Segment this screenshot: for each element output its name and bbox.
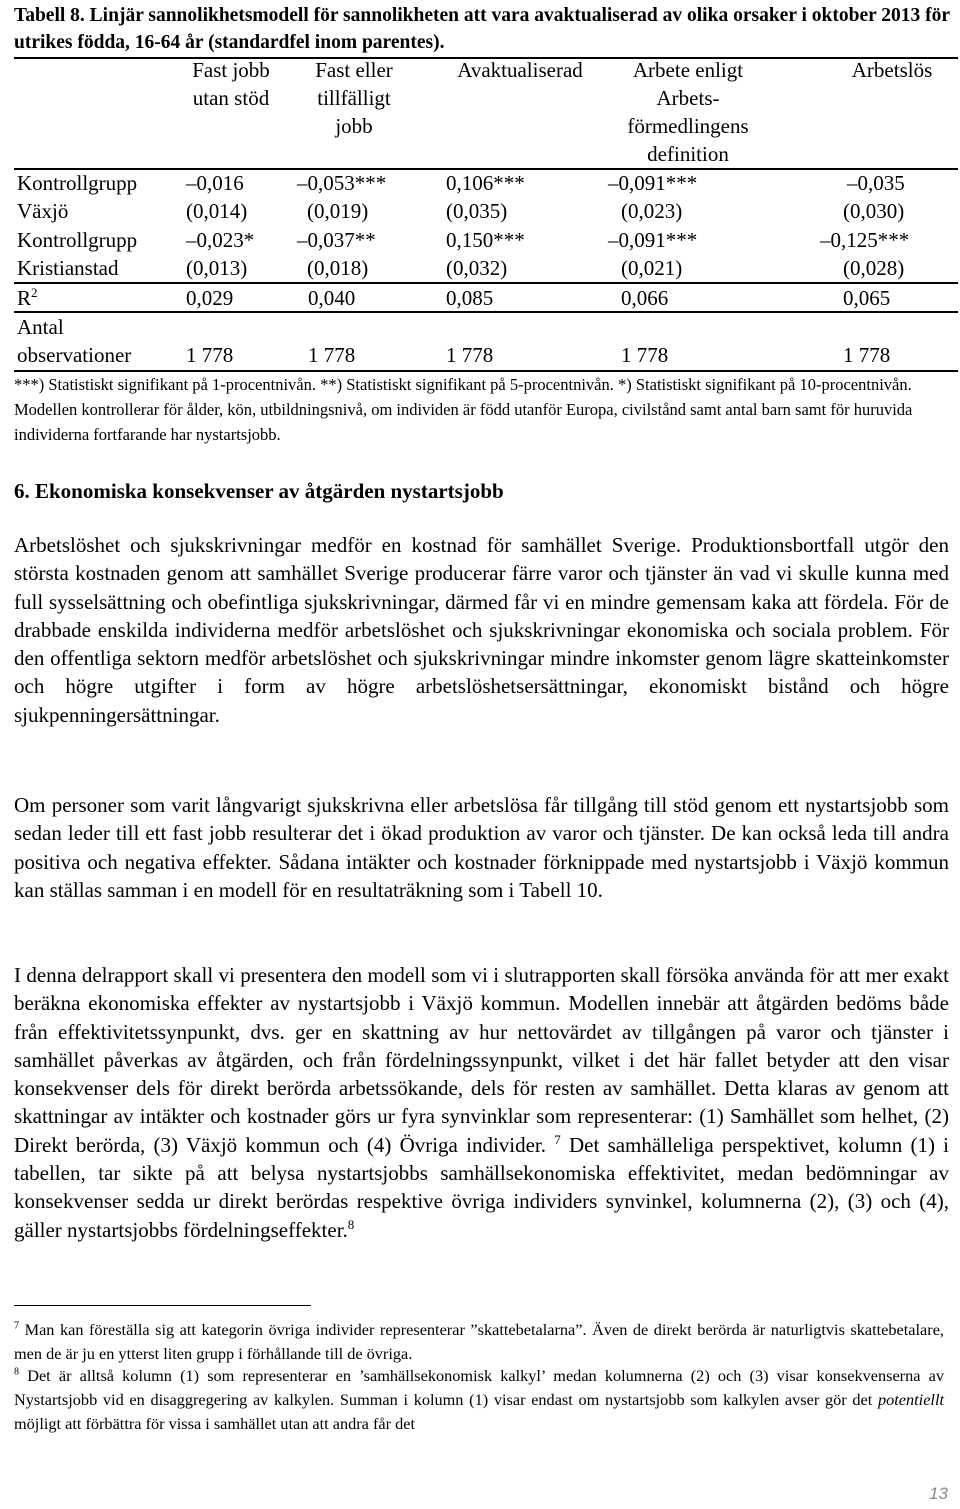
table-caption: Tabell 8. Linjär sannolikhetsmodell för sannolikheten att vara avaktualiserad av olika orsaker i oktober 2013 för utrikes födda, 16-64 år (standardfel inom parentes). — [14, 5, 950, 53]
table-cell: –0,091*** (0,023) — [608, 171, 698, 223]
table-cell: –0,035 (0,030) — [843, 171, 905, 223]
table-cell: 0,150*** (0,032) — [446, 228, 525, 280]
row-label-vaxjo: Kontrollgrupp Växjö — [17, 171, 138, 223]
row-label-antal: Antal observationer — [17, 315, 132, 367]
body-paragraph: I denna delrapport skall vi presentera den modell som vi i slutrapporten skall försöka använda för att mer exakt beräkna ekonomiska effekter av nystartsjobb i Växjö kommun. Modellen innebär att åtgärden bedöms både från effektivitetssynpunkt, dvs. ger en skattning av hur nettovärdet av tillgången på varor och tjänster i samhället påverkas av åtgärden, och från fördelningssynpunkt, vilket i det här fallet betyder att den visar konsekvenser dels för direkt berörda arbetssökande, dels för resten av samhället. Detta klaras av genom att skattningar av intäkter och kostnader görs ur fyra synvinklar som representerar: (1) Samhället som helhet, (2) Direkt berörda, (3) Växjö kommun och (4) Övriga individer. $^7$ Det samhälleliga perspektivet, kolumn (1) i tabellen, tar sikte på att belysa nystartsjobbs samhällsekonomiska effektivitet, medan bedömningar av konsekvenser sedda ur direkt berördas respektive övriga individers synvinkel, kolumnerna (2), (3) och (4), gäller nystartsjobbs fördelningseffekter.$^8$ — [14, 963, 950, 1242]
footnote-7: $^7$ Man kan föreställa sig att kategorin övriga individer representerar ”skattebetalarna”. Även de direkt berörda är naturligtvis skattebetalare, men de är ju en ytterst liten grupp i förhållande till de övriga. — [14, 1320, 944, 1363]
col-header-fast-eller-tillfalligt: Fast eller tillfälligt jobb — [315, 58, 393, 138]
row-label-kristianstad: Kontrollgrupp Kristianstad — [17, 228, 138, 280]
body-paragraph: Arbetslöshet och sjukskrivningar medför en kostnad för samhället Sverige. Produktionsbortfall utgör den största kostnaden genom att samhället Sverige producerar färre varor och tjänster än vad vi skulle kunna med full sysselsättning och obefintliga sjukskrivningar, därmed får vi en mindre gemensam kaka att fördela. För de drabbade enskilda individerna medför arbetslöshet och sjukskrivningar ekonomiska och sociala problem. För den offentliga sektorn medför arbetslöshet och sjukskrivningar mindre inkomster genom lägre skatteinkomster och högre utgifter i form av högre arbetslöshetsersättningar, ekonomiskt bistånd och högre sjukpenningersättningar. — [14, 533, 949, 727]
table-cell: 0,085 — [446, 286, 494, 310]
table-cell: 1 778 — [186, 343, 234, 367]
table-cell: 0,040 — [308, 286, 356, 310]
table-cell: 1 778 — [308, 343, 356, 367]
col-header-fast-jobb: Fast jobb utan stöd — [192, 58, 270, 110]
section-heading: 6. Ekonomiska konsekvenser av åtgärden nystartsjobb — [14, 479, 504, 503]
table-cell: –0,125*** (0,028) — [820, 228, 910, 280]
table-cell: 0,029 — [186, 286, 234, 310]
r2-bottom-rule — [14, 311, 958, 313]
table-cell: 1 778 — [621, 343, 669, 367]
footnote-divider — [14, 1305, 311, 1306]
table-cell: 1 778 — [843, 343, 891, 367]
footnote-ref[interactable]: 7 — [554, 1131, 561, 1147]
table-cell: –0,023* (0,013) — [186, 228, 255, 280]
col-header-avaktualiserad: Avaktualiserad — [457, 58, 583, 82]
table-cell: –0,091*** (0,021) — [608, 228, 698, 280]
table-cell: –0,016 (0,014) — [186, 171, 248, 223]
col-header-arbete-enligt: Arbete enligt Arbets- förmedlingens definition — [627, 58, 749, 166]
table-note: ***) Statistiskt signifikant på 1-procentnivån. **) Statistiskt signifikant på 5-procentnivån. *) Statistiskt signifikant på 10-procentnivån. Modellen kontrollerar för ålder, kön, utbildningsnivå, om individen är född utanför Europa, civilstånd samt antal barn samt för huruvida individerna fortfarande har nystartsjobb. — [14, 375, 913, 444]
table-cell: –0,053*** (0,019) — [297, 171, 387, 223]
footnote-8: $^8$ Det är alltså kolumn (1) som representerar en ’samhällsekonomisk kalkyl’ medan kolumnerna (2) och (3) visar konsekvenserna av Nystartsjobb vid en disaggregering av kalkylen. Summan i kolumn (1) visar endast om nystartsjobb som kalkylen avser gör det potentiellt möjligt att förbättra för vissa i samhället utan att andra får det — [14, 1366, 944, 1433]
table-cell: 1 778 — [446, 343, 494, 367]
page-number: 13 — [929, 1484, 948, 1503]
footnote-ref[interactable]: 8 — [347, 1216, 355, 1232]
table-cell: –0,037** (0,018) — [297, 228, 376, 280]
row-label-r2: $R^2$ — [17, 285, 38, 310]
body-paragraph: Om personer som varit långvarigt sjukskrivna eller arbetslösa får tillgång till stöd genom ett nystartsjobb som sedan leder till ett fast jobb resulterar det i ökad produktion av varor och tjänster. De kan också leda till andra positiva och negativa effekter. Sådana intäkter och kostnader förknippade med nystartsjobb i Växjö kommun kan ställas samman i en modell för en resultaträkning som i Tabell 10. — [14, 793, 949, 902]
table-cell: 0,066 — [621, 286, 669, 310]
table-cell: 0,106*** (0,035) — [446, 171, 525, 223]
col-header-arbetslos: Arbetslös — [851, 58, 933, 82]
table-cell: 0,065 — [843, 286, 891, 310]
